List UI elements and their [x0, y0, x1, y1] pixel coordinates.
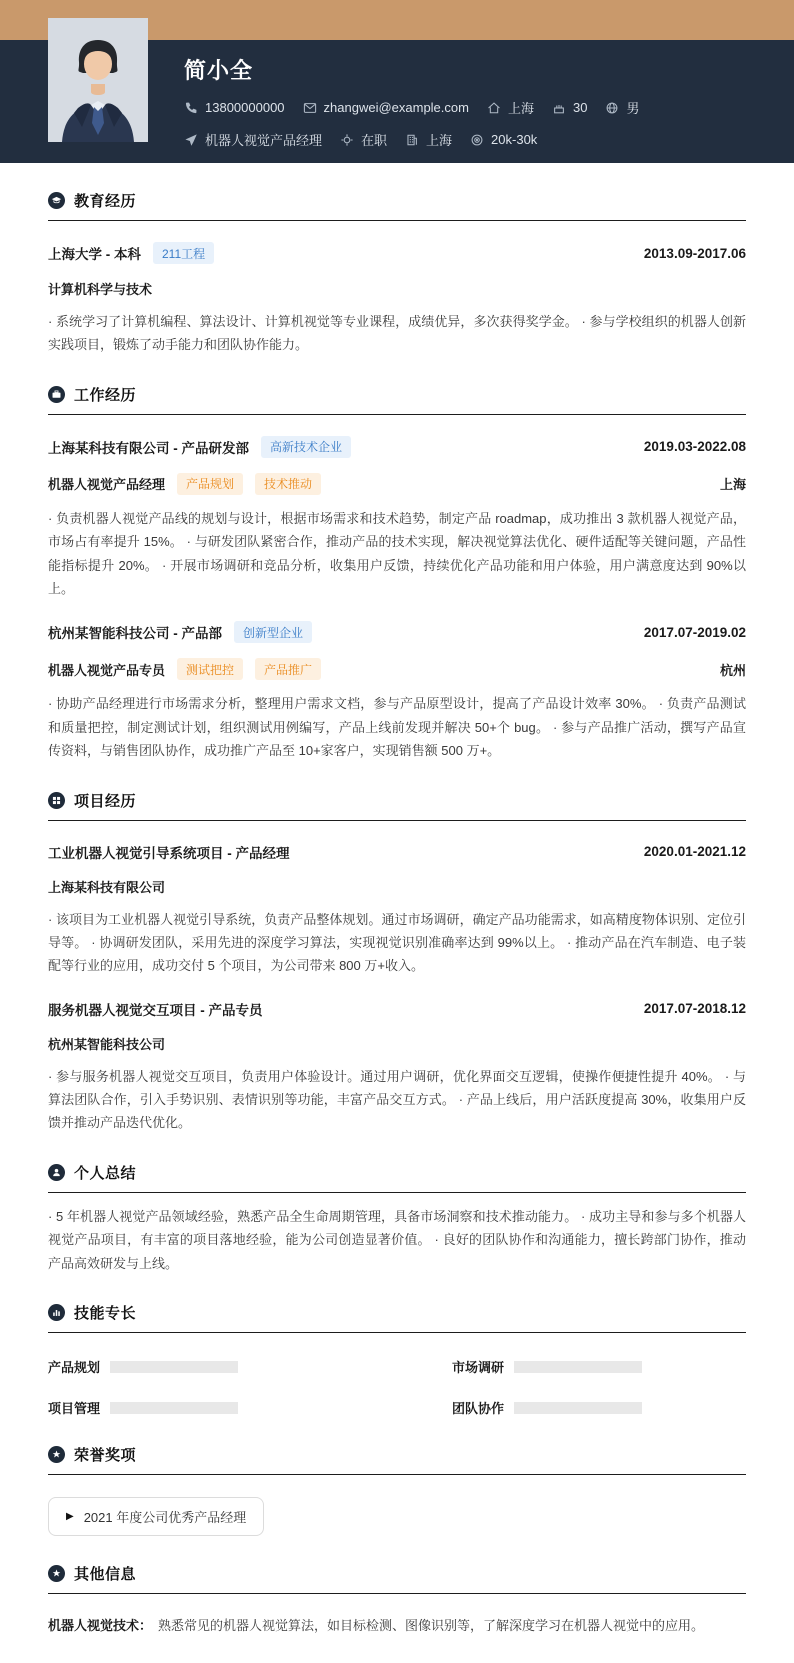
education-description: · 系统学习了计算机编程、算法设计、计算机视觉等专业课程，成绩优异，多次获得奖学金。 · 参与学校组织的机器人创新实践项目，锻炼了动手能力和团队协作能力。 [48, 314, 746, 353]
work-location: 上海 [719, 477, 746, 493]
skill-name: 市场调研 [452, 1360, 505, 1376]
project-entry-header [48, 999, 746, 1019]
work-company-tag: 高新技术企业 [261, 436, 351, 458]
work-role-tag: 技术推动 [255, 473, 321, 495]
section-header-education [48, 190, 746, 221]
contact-phone-text: 13800000000 [205, 100, 285, 115]
job-status-icon [340, 133, 354, 147]
salary-icon [470, 133, 484, 147]
education-major-row [48, 279, 746, 298]
education-date: 2013.09-2017.06 [643, 245, 746, 261]
contact-email [303, 100, 469, 115]
skill-item [48, 1357, 342, 1376]
contact-city [405, 130, 452, 149]
medal-star-icon [48, 1446, 65, 1463]
work-date: 2019.03-2022.08 [643, 439, 746, 455]
contact-row-2 [184, 130, 746, 149]
work-role-row [48, 473, 746, 495]
project-description: · 参与服务机器人视觉交互项目，负责用户体验设计。通过用户调研，优化界面交互逻辑，使操作便捷性提升 40%。 · 与算法团队合作，引入手势识别、表情识别等功能，丰富产品交互方式。 · 产品上线后，用户活跃度提高 30%，收集用户反馈并推动产品迭代优化。 [48, 1068, 746, 1131]
project-entry-header [48, 842, 746, 862]
section-title-other: 其他信息 [74, 1566, 137, 1584]
graduation-cap-icon [48, 192, 65, 209]
work-role: 机器人视觉产品经理 [48, 477, 166, 493]
other-info-label: 机器人视觉技术： [48, 1618, 153, 1634]
contact-age-text: 30 [572, 100, 588, 115]
skill-item [452, 1357, 746, 1376]
work-description: · 负责机器人视觉产品线的规划与设计，根据市场需求和技术趋势，制定产品 roadmap，成功推出 3 款机器人视觉产品，市场占有率提升 15%。 · 与研发团队紧密合作，推动产品的技术实现，解决视觉算法优化、硬件适配等关键问题，产品性能指标提升 20%。 · 开展市场调研和竞品分析，收集用户反馈，持续优化产品功能和用户体验，用户满意度达到 90%以上。 [48, 510, 746, 596]
project-company: 杭州某智能科技公司 [48, 1036, 166, 1052]
project-date: 2020.01-2021.12 [643, 844, 746, 860]
project-name: 服务机器人视觉交互项目 - 产品专员 [48, 1002, 263, 1018]
section-header-projects [48, 790, 746, 821]
education-tag: 211工程 [153, 242, 214, 264]
contact-row-1 [184, 98, 746, 117]
age-icon [552, 101, 566, 115]
skill-bar [110, 1402, 238, 1414]
skill-bar [514, 1361, 642, 1373]
project-company: 上海某科技有限公司 [48, 879, 166, 895]
other-info-text: 熟悉常见的机器人视觉算法，如目标检测、图像识别等，了解深度学习在机器人视觉中的应用。 [158, 1618, 705, 1634]
work-entry-header [48, 621, 746, 643]
grid-icon [48, 792, 65, 809]
resume-header [0, 40, 794, 163]
project-company-row [48, 877, 746, 896]
work-date: 2017.07-2019.02 [643, 624, 746, 640]
summary-description: · 5 年机器人视觉产品领域经验，熟悉产品全生命周期管理，具备市场洞察和技术推动能力。 · 成功主导和参与多个机器人视觉产品项目，有丰富的项目落地经验，能为公司创造显著价值。 · 良好的团队协作和沟通能力，擅长跨部门协作，推动产品高效研发与上线。 [48, 1208, 746, 1271]
contact-salary [470, 132, 537, 147]
contact-home-text: 上海 [507, 101, 534, 116]
city-icon [405, 133, 419, 147]
skill-item [48, 1398, 342, 1417]
work-role-tag: 测试把控 [177, 658, 243, 680]
skill-name: 产品规划 [48, 1360, 101, 1376]
skill-item [452, 1398, 746, 1417]
contact-home [487, 98, 534, 117]
contact-job-status-text: 在职 [361, 133, 388, 148]
skill-bar [110, 1361, 238, 1373]
contact-job-status [340, 130, 387, 149]
medal-star-icon [48, 1565, 65, 1582]
skill-bar [514, 1402, 642, 1414]
section-title-honors: 荣誉奖项 [74, 1447, 137, 1465]
contact-email-text: zhangwei@example.com [323, 100, 469, 115]
person-icon [48, 1164, 65, 1181]
contact-salary-text: 20k-30k [491, 132, 538, 147]
home-icon [487, 101, 501, 115]
resume-body [0, 190, 794, 1663]
section-title-work: 工作经历 [74, 386, 137, 404]
work-location: 杭州 [719, 662, 746, 678]
work-role: 机器人视觉产品专员 [48, 662, 166, 678]
triangle-bullet-icon: ▶ [66, 1510, 74, 1522]
education-major: 计算机科学与技术 [48, 282, 153, 297]
section-header-skills [48, 1302, 746, 1333]
work-description: · 协助产品经理进行市场需求分析，整理用户需求文档，参与产品原型设计，提高了产品设计效率 30%。 · 负责产品测试和质量把控，制定测试计划，组织测试用例编写，产品上线前发现并解决 50+个 bug。 · 参与产品推广活动，撰写产品宣传资料，与销售团队协作，成功推广产品至 10+家客户，实现销售额 500 万+。 [48, 696, 746, 759]
other-info-line [48, 1614, 746, 1637]
skill-name: 项目管理 [48, 1401, 101, 1417]
section-header-other [48, 1563, 746, 1594]
work-company-tag: 创新型企业 [234, 621, 312, 643]
bar-chart-icon [48, 1304, 65, 1321]
honor-item[interactable] [48, 1497, 264, 1536]
job-title-icon [184, 133, 198, 147]
contact-phone [184, 100, 285, 115]
honor-label: 2021 年度公司优秀产品经理 [83, 1510, 247, 1526]
contact-age [552, 100, 587, 115]
project-date: 2017.07-2018.12 [643, 1001, 746, 1017]
section-title-skills: 技能专长 [74, 1305, 137, 1323]
section-title-summary: 个人总结 [74, 1164, 137, 1182]
education-entry-header [48, 242, 746, 264]
work-company: 上海某科技有限公司 - 产品研发部 [48, 440, 249, 456]
gender-icon [605, 101, 619, 115]
avatar [48, 18, 148, 142]
skill-name: 团队协作 [452, 1401, 505, 1417]
work-role-tag: 产品规划 [177, 473, 243, 495]
mail-icon [303, 101, 317, 115]
candidate-name: 简小全 [184, 58, 254, 83]
work-role-row [48, 658, 746, 680]
education-school: 上海大学 - 本科 [48, 247, 141, 262]
section-title-projects: 项目经历 [74, 792, 137, 810]
section-header-work [48, 384, 746, 415]
contact-city-text: 上海 [426, 133, 453, 148]
contact-job-title-text: 机器人视觉产品经理 [205, 133, 323, 148]
briefcase-icon [48, 386, 65, 403]
contact-gender-text: 男 [626, 101, 640, 116]
profile-photo [48, 18, 148, 142]
project-description: · 该项目为工业机器人视觉引导系统，负责产品整体规划。通过市场调研，确定产品功能需求，如高精度物体识别、定位引导等。 · 协调研发团队，采用先进的深度学习算法，实现视觉识别准确率达到 99%以上。 · 推动产品在汽车制造、电子装配等行业的应用，成功交付 5 个项目，为公司带来 800 万+收入。 [48, 911, 746, 974]
contact-gender [605, 98, 639, 117]
work-entry-header [48, 436, 746, 458]
phone-icon [184, 101, 198, 115]
contact-job-title [184, 130, 322, 149]
project-company-row [48, 1034, 746, 1053]
section-header-honors [48, 1444, 746, 1475]
section-header-summary [48, 1162, 746, 1193]
section-title-education: 教育经历 [74, 193, 137, 210]
work-role-tag: 产品推广 [255, 658, 321, 680]
skills-grid [48, 1357, 746, 1417]
work-company: 杭州某智能科技公司 - 产品部 [48, 626, 222, 642]
project-name: 工业机器人视觉引导系统项目 - 产品经理 [48, 845, 290, 861]
